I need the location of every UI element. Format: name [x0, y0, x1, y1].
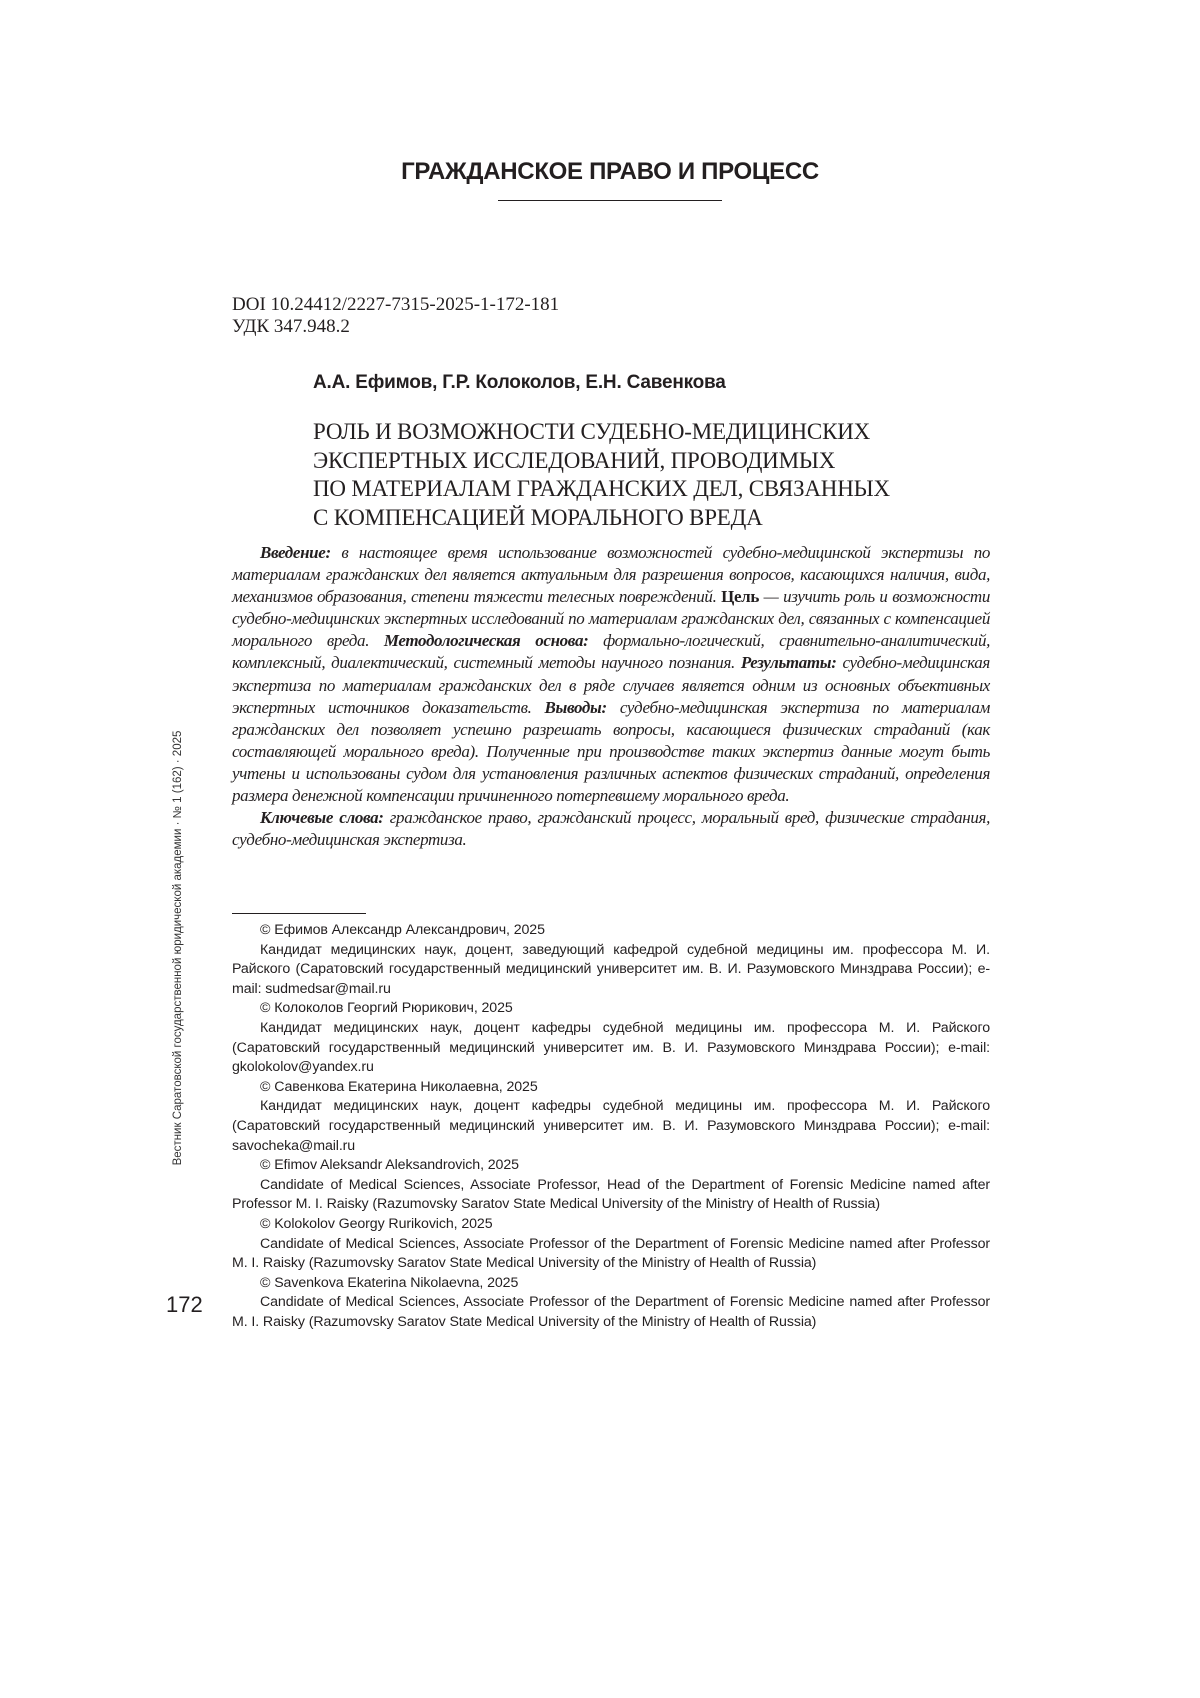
running-head: Вестник Саратовской государственной юридической академии · № 1 (162) · 2025: [172, 731, 184, 1166]
footnote-affiliation: Candidate of Medical Sciences, Associate Professor of the Department of Forensic Medicine named after Professor M. I. Raisky (Razumovsky Saratov State Medical University of the Ministry of Health of Russia): [232, 1235, 990, 1274]
footnote-affiliation: Candidate of Medical Sciences, Associate Professor, Head of the Department of Forensic Medicine named after Professor M. I. Raisky (Razumovsky Saratov State Medical University of the Ministry of Health of Russia): [232, 1176, 990, 1215]
footnote-copyright: © Efimov Aleksandr Aleksandrovich, 2025: [232, 1156, 990, 1176]
footnotes: [232, 921, 990, 1332]
goal-label: Цель: [721, 587, 759, 606]
footnote-copyright: © Savenkova Ekaterina Nikolaevna, 2025: [232, 1274, 990, 1294]
article-meta: [232, 294, 559, 338]
results-text: судебно-медицинская экспертиза по материалам гражданских дел в ряде случаев является одним из основных объективных экспертных источников доказательств.: [232, 653, 990, 716]
footnote-affiliation: Candidate of Medical Sciences, Associate Professor of the Department of Forensic Medicine named after Professor M. I. Raisky (Razumovsky Saratov State Medical University of the Ministry of Health of Russia): [232, 1293, 990, 1332]
udk: УДК 347.948.2: [232, 316, 559, 338]
footnote-affiliation: Кандидат медицинских наук, доцент, заведующий кафедрой судебной медицины им. профессора М. И. Райского (Саратовский государственный медицинский университет им. В. И. Разумовского Минздрава России); e-mail: sudmedsar@mail.ru: [232, 941, 990, 1000]
abstract: [232, 542, 990, 851]
article-title-line: С КОМПЕНСАЦИЕЙ МОРАЛЬНОГО ВРЕДА: [313, 504, 890, 533]
section-title-rule: [498, 200, 722, 201]
article-title-line: ЭКСПЕРТНЫХ ИССЛЕДОВАНИЙ, ПРОВОДИМЫХ: [313, 447, 890, 476]
intro-text: в настоящее время использование возможностей судебно-медицинской экспертизы по материалам гражданских дел является актуальным для разрешения вопросов, касающихся наличия, вида, механизмов образования, степени тяжести телесных повреждений.: [232, 543, 990, 606]
method-text: формально-логический, сравнительно-аналитический, комплексный, диалектический, системный методы научного познания.: [232, 631, 990, 672]
keywords-text: гражданское право, гражданский процесс, моральный вред, физические страдания, судебно-медицинская экспертиза.: [232, 808, 990, 849]
article-title-line: ПО МАТЕРИАЛАМ ГРАЖДАНСКИХ ДЕЛ, СВЯЗАННЫХ: [313, 475, 890, 504]
page-number: 172: [166, 1292, 203, 1318]
abstract-paragraph: [232, 542, 990, 807]
footnote-affiliation: Кандидат медицинских наук, доцент кафедры судебной медицины им. профессора М. И. Райского (Саратовский государственный медицинский университет им. В. И. Разумовского Минздрава России); e-mail: gkolokolov@yandex.ru: [232, 1019, 990, 1078]
keywords-paragraph: [232, 807, 990, 851]
article-title-line: РОЛЬ И ВОЗМОЖНОСТИ СУДЕБНО-МЕДИЦИНСКИХ: [313, 418, 890, 447]
authors: А.А. Ефимов, Г.Р. Колоколов, Е.Н. Савенкова: [313, 372, 726, 394]
conclusions-label: Выводы:: [545, 698, 607, 717]
intro-label: Введение:: [260, 543, 331, 562]
goal-text: — изучить роль и возможности судебно-медицинских экспертных исследований по материалам гражданских дел, связанных с компенсацией морального вреда.: [232, 587, 990, 650]
footnote-copyright: © Kolokolov Georgy Rurikovich, 2025: [232, 1215, 990, 1235]
footnote-affiliation: Кандидат медицинских наук, доцент кафедры судебной медицины им. профессора М. И. Райского (Саратовский государственный медицинский университет им. В. И. Разумовского Минздрава России); e-mail: savocheka@mail.ru: [232, 1097, 990, 1156]
footnote-copyright: © Ефимов Александр Александрович, 2025: [232, 921, 990, 941]
section-title: ГРАЖДАНСКОЕ ПРАВО И ПРОЦЕСС: [0, 158, 1200, 186]
footnote-rule: [232, 913, 366, 914]
doi: DOI 10.24412/2227-7315-2025-1-172-181: [232, 294, 559, 316]
method-label: Методологическая основа:: [384, 631, 589, 650]
footnote-copyright: © Савенкова Екатерина Николаевна, 2025: [232, 1078, 990, 1098]
article-title: [313, 418, 890, 533]
footnote-copyright: © Колоколов Георгий Рюрикович, 2025: [232, 999, 990, 1019]
keywords-label: Ключевые слова:: [260, 808, 384, 827]
conclusions-text: судебно-медицинская экспертиза по материалам гражданских дел позволяет успешно разрешать вопросы, касающиеся физических страданий (как составляющей морального вреда). Полученные при производстве таких экспертиз данные могут быть учтены и использованы судом для установления различных аспектов физических страданий, определения размера денежной компенсации причиненного потерпевшему морального вреда.: [232, 698, 990, 805]
results-label: Результаты:: [741, 653, 837, 672]
